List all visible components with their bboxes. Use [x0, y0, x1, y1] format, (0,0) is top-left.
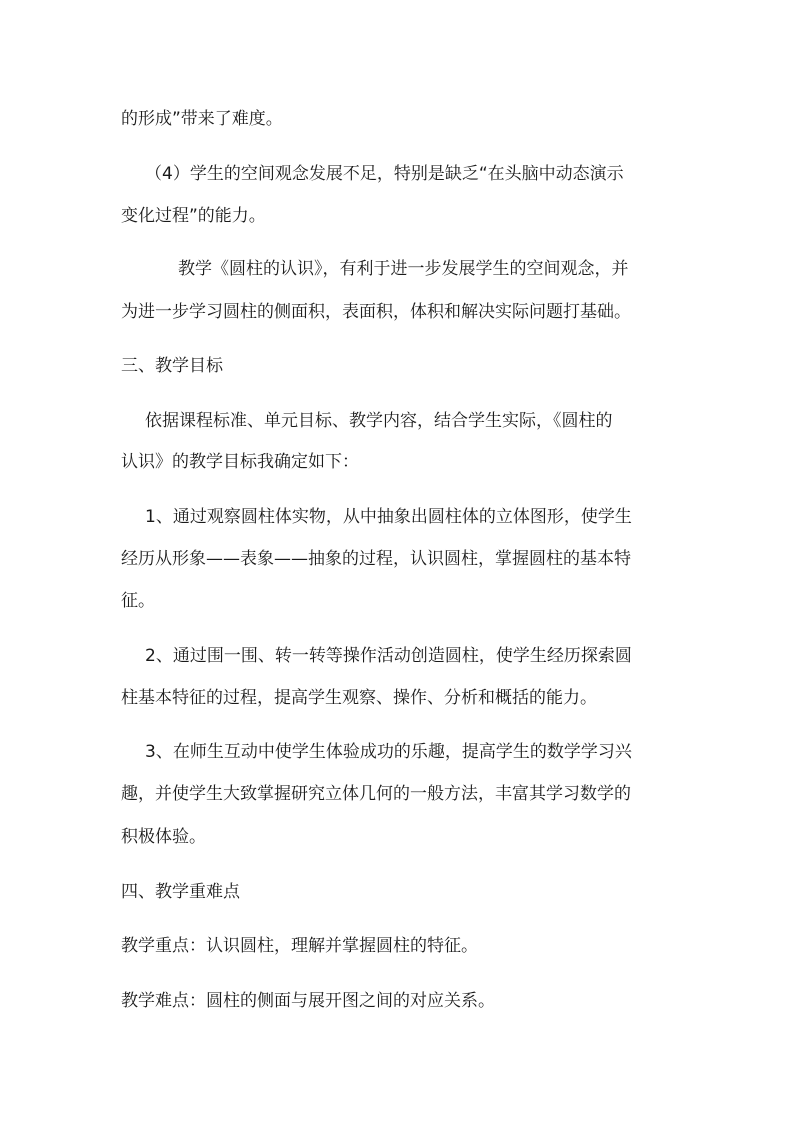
section-heading: 四、教学重难点	[121, 882, 240, 902]
list-item-text: 2、通过围一围、转一转等操作活动创造圆柱，使学生经历探索圆	[145, 646, 632, 666]
text-line: 变化过程”的能力。	[121, 206, 266, 226]
list-item-text: 3、在师生互动中使学生体验成功的乐趣，提高学生的数学学习兴	[145, 742, 632, 762]
text-line: 教学《圆柱的认识》，有利于进一步发展学生的空间观念，并	[178, 259, 629, 279]
list-item-text: 征。	[121, 591, 155, 611]
section-heading: 三、教学目标	[121, 356, 223, 376]
text-line: 教学重点：认识圆柱，理解并掌握圆柱的特征。	[121, 936, 478, 956]
text-line: 认识》的教学目标我确定如下：	[121, 452, 359, 472]
list-item-text: 经历从形象——表象——抽象的过程，认识圆柱，掌握圆柱的基本特	[121, 549, 631, 569]
text-line: 教学难点：圆柱的侧面与展开图之间的对应关系。	[121, 991, 495, 1011]
list-item-text: 趣，并使学生大致掌握研究立体几何的一般方法，丰富其学习数学的	[121, 784, 631, 804]
list-item-text: 1、通过观察圆柱体实物，从中抽象出圆柱体的立体图形，使学生	[145, 507, 632, 527]
text-line: 依据课程标准、单元目标、教学内容，结合学生实际，《圆柱的	[145, 411, 613, 431]
list-item-text: 积极体验。	[121, 827, 206, 847]
text-line: （4）学生的空间观念发展不足，特别是缺乏“在头脑中动态演示	[145, 164, 624, 184]
list-item-text: 柱基本特征的过程，提高学生观察、操作、分析和概括的能力。	[121, 688, 597, 708]
text-line: 为进一步学习圆柱的侧面积，表面积，体积和解决实际问题打基础。	[121, 302, 631, 322]
text-line: 的形成”带来了难度。	[121, 109, 283, 129]
